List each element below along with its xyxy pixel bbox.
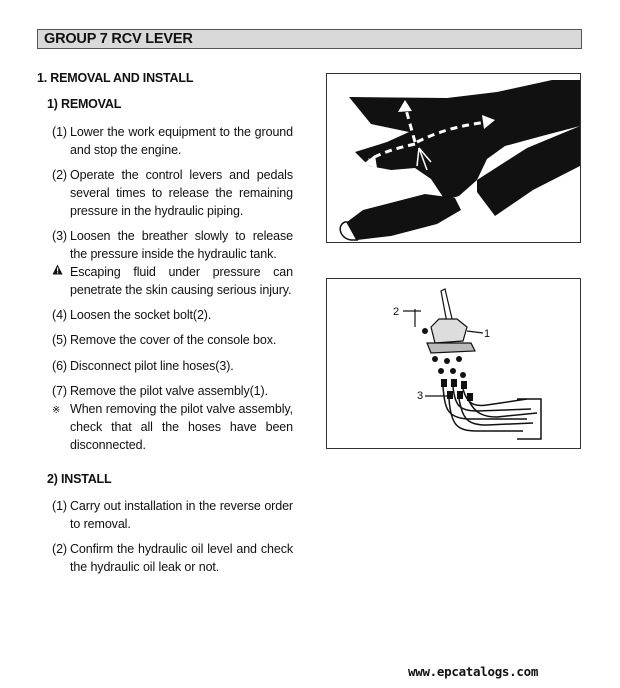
step-text: Lower the work equipment to the ground and stop the engine. <box>70 125 293 157</box>
install-step <box>52 540 293 576</box>
step-number: (7) <box>52 384 67 398</box>
callout-2: 2 <box>393 306 400 318</box>
note-text: When removing the pilot valve assembly, check that all the hoses have been disconnected. <box>70 402 293 452</box>
reference-mark-icon: ※ <box>52 405 61 416</box>
step-number: (6) <box>52 359 67 373</box>
step-text: Remove the pilot valve assembly(1). <box>70 384 268 398</box>
install-step <box>52 497 293 533</box>
step-text: Loosen the socket bolt(2). <box>70 308 212 322</box>
step-number: (3) <box>52 229 67 243</box>
pilot-valve-diagram <box>326 278 581 449</box>
section-title: 1. REMOVAL AND INSTALL <box>37 71 194 85</box>
removal-step <box>52 306 293 324</box>
step-text: Loosen the breather slowly to release the pressure inside the hydraulic tank. <box>70 229 293 261</box>
group-title-bar <box>37 29 582 49</box>
removal-step <box>52 331 293 349</box>
footer-url: www.epcatalogs.com <box>408 664 539 679</box>
callout-1: 1 <box>484 328 491 340</box>
step-number: (4) <box>52 308 67 322</box>
step-text: Disconnect pilot line hoses(3). <box>70 359 234 373</box>
group-title: GROUP 7 RCV LEVER <box>44 31 193 47</box>
removal-step <box>52 123 293 159</box>
removal-step <box>52 357 293 375</box>
step-text: Carry out installation in the reverse order to removal. <box>70 499 293 531</box>
hand-arrows-illustration <box>327 74 580 242</box>
step-text: Remove the cover of the console box. <box>70 333 277 347</box>
step-number: (2) <box>52 168 67 182</box>
install-heading: 2) INSTALL <box>47 472 112 486</box>
removal-step <box>52 227 293 263</box>
step-number: (1) <box>52 499 67 513</box>
removal-heading: 1) REMOVAL <box>47 97 122 111</box>
step-number: (2) <box>52 542 67 556</box>
step-text: Operate the control levers and pedals several times to release the remaining pressure in the hydraulic piping. <box>70 168 293 218</box>
callout-3: 3 <box>417 390 424 402</box>
step-number: (5) <box>52 333 67 347</box>
warning-triangle-icon <box>52 264 63 275</box>
warning-text: Escaping fluid under pressure can penetrate the skin causing serious injury. <box>70 265 293 297</box>
pilot-valve-exploded-diagram <box>327 279 580 448</box>
step-number: (1) <box>52 125 67 139</box>
warning-note <box>52 263 293 299</box>
step-text: Confirm the hydraulic oil level and check the hydraulic oil leak or not. <box>70 542 293 574</box>
caution-note <box>52 400 293 454</box>
removal-step <box>52 382 293 400</box>
removal-step <box>52 166 293 220</box>
hand-lever-illustration <box>326 73 581 243</box>
